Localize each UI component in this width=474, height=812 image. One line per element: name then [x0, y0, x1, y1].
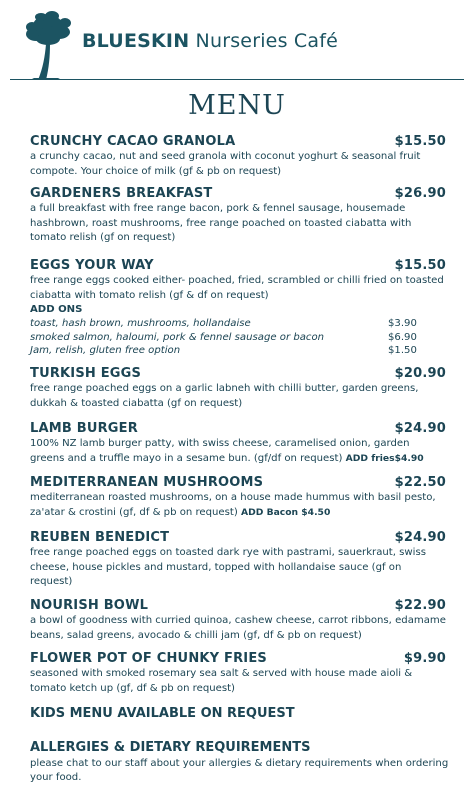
- menu-item-description: free range eggs cooked either- poached, fried, scrambled or chilli fried on toasted ciabatta with tomato relish (gf & df on request): [30, 275, 444, 301]
- menu-item-price: $22.90: [394, 598, 446, 613]
- addon-price: $3.90: [388, 318, 417, 329]
- menu-item-description-text: 100% NZ lamb burger patty, with swiss cheese, caramelised onion, garden greens and a truffle mayo in a sesame bun. (gf/df on request): [30, 438, 410, 464]
- kids-menu-notice: KIDS MENU AVAILABLE ON REQUEST: [30, 706, 295, 721]
- menu-item-header: [30, 134, 446, 149]
- addon-row: [30, 317, 446, 331]
- menu-item-header: [30, 366, 446, 381]
- menu-item-header: [30, 651, 446, 666]
- menu-item-name: LAMB BURGER: [30, 421, 138, 436]
- menu-item-description: a crunchy cacao, nut and seed granola with coconut yoghurt & seasonal fruit compote. Your choice of milk (gf & pb on request): [30, 151, 421, 177]
- menu-item-lamb-burger: [30, 421, 446, 466]
- menu-item-chunky-fries: [30, 651, 446, 696]
- allergies-text: please chat to our staff about your allergies & dietary requirements when ordering your food.: [30, 758, 449, 783]
- menu-item-header: [30, 421, 446, 436]
- menu-item-price: $9.90: [403, 651, 446, 666]
- addon-row: [30, 331, 446, 345]
- addon-label: toast, hash brown, mushrooms, hollandaise: [30, 318, 251, 329]
- addon-row: [30, 344, 446, 358]
- header-divider: [10, 79, 464, 80]
- menu-item-turkish-eggs: [30, 366, 446, 411]
- addon-label: smoked salmon, haloumi, pork & fennel sausage or bacon: [30, 331, 325, 343]
- menu-item-price: $20.90: [394, 366, 446, 381]
- menu-item-name: NOURISH BOWL: [30, 598, 149, 613]
- addons-title: ADD ONS: [30, 304, 83, 315]
- menu-item-header: [30, 475, 446, 490]
- addon-price: $6.90: [388, 331, 417, 343]
- brand-name-rest: Nurseries Café: [189, 30, 338, 52]
- menu-item-name: GARDENERS BREAKFAST: [30, 186, 213, 201]
- menu-item-header: [30, 186, 446, 201]
- allergies-title: ALLERGIES & DIETARY REQUIREMENTS: [30, 740, 311, 755]
- menu-item-price: $15.50: [394, 134, 446, 149]
- brand-name-bold: BLUESKIN: [82, 30, 190, 52]
- palm-tree-icon: [24, 10, 74, 82]
- menu-item-description: seasoned with smoked rosemary sea salt & served with house made aioli & tomato ketch up (gf, df & pb on request): [30, 668, 413, 694]
- menu-item-mediterranean-mushrooms: [30, 475, 446, 520]
- menu-item-gardeners-breakfast: [30, 186, 446, 246]
- menu-item-eggs-your-way: [30, 258, 446, 358]
- menu-item-name: MEDITERRANEAN MUSHROOMS: [30, 475, 264, 490]
- menu-item-description: [30, 491, 446, 520]
- addon-price: $1.50: [388, 345, 417, 356]
- menu-item-description-text: mediterranean roasted mushrooms, on a house made hummus with basil pesto, za'atar & crostini (gf, df & pb on request): [30, 492, 436, 518]
- menu-item-extra: ADD fries$4.90: [345, 452, 424, 464]
- menu-item-description: free range poached eggs on a garlic labneh with chilli butter, garden greens, dukkah & toasted ciabatta (gf on request): [30, 383, 419, 409]
- menu-item-name: TURKISH EGGS: [30, 366, 142, 381]
- addon-label: Jam, relish, gluten free option: [30, 345, 181, 356]
- menu-item-header: [30, 598, 446, 613]
- menu-item-description: a bowl of goodness with curried quinoa, cashew cheese, carrot ribbons, edamame beans, salad greens, avocado & chilli jam (gf, df & pb on request): [30, 615, 446, 641]
- menu-item-name: CRUNCHY CACAO GRANOLA: [30, 134, 236, 149]
- menu-item-granola: [30, 134, 446, 179]
- menu-item-price: $15.50: [394, 258, 446, 273]
- menu-item-price: $26.90: [394, 186, 446, 201]
- menu-item-description: [30, 437, 446, 466]
- menu-item-price: $24.90: [394, 530, 446, 545]
- menu-item-extra: ADD Bacon $4.50: [241, 506, 331, 518]
- menu-item-description: a full breakfast with free range bacon, pork & fennel sausage, housemade hashbrown, roast mushrooms, free range poached on toasted ciabatta with tomato relish (gf on request): [30, 203, 412, 243]
- menu-item-name: FLOWER POT OF CHUNKY FRIES: [30, 651, 267, 666]
- menu-item-description: free range poached eggs on toasted dark rye with pastrami, sauerkraut, swiss cheese, house pickles and mustard, topped with hollandaise sauce (gf on request): [30, 547, 426, 587]
- menu-item-reuben-benedict: [30, 530, 446, 590]
- brand-name: [82, 30, 338, 52]
- menu-item-name: REUBEN BENEDICT: [30, 530, 170, 545]
- menu-item-name: EGGS YOUR WAY: [30, 258, 154, 273]
- menu-title: MENU: [188, 90, 286, 121]
- menu-item-nourish-bowl: [30, 598, 446, 643]
- menu-item-header: [30, 530, 446, 545]
- menu-item-price: $22.50: [394, 475, 446, 490]
- menu-item-header: [30, 258, 446, 273]
- menu-item-price: $24.90: [394, 421, 446, 436]
